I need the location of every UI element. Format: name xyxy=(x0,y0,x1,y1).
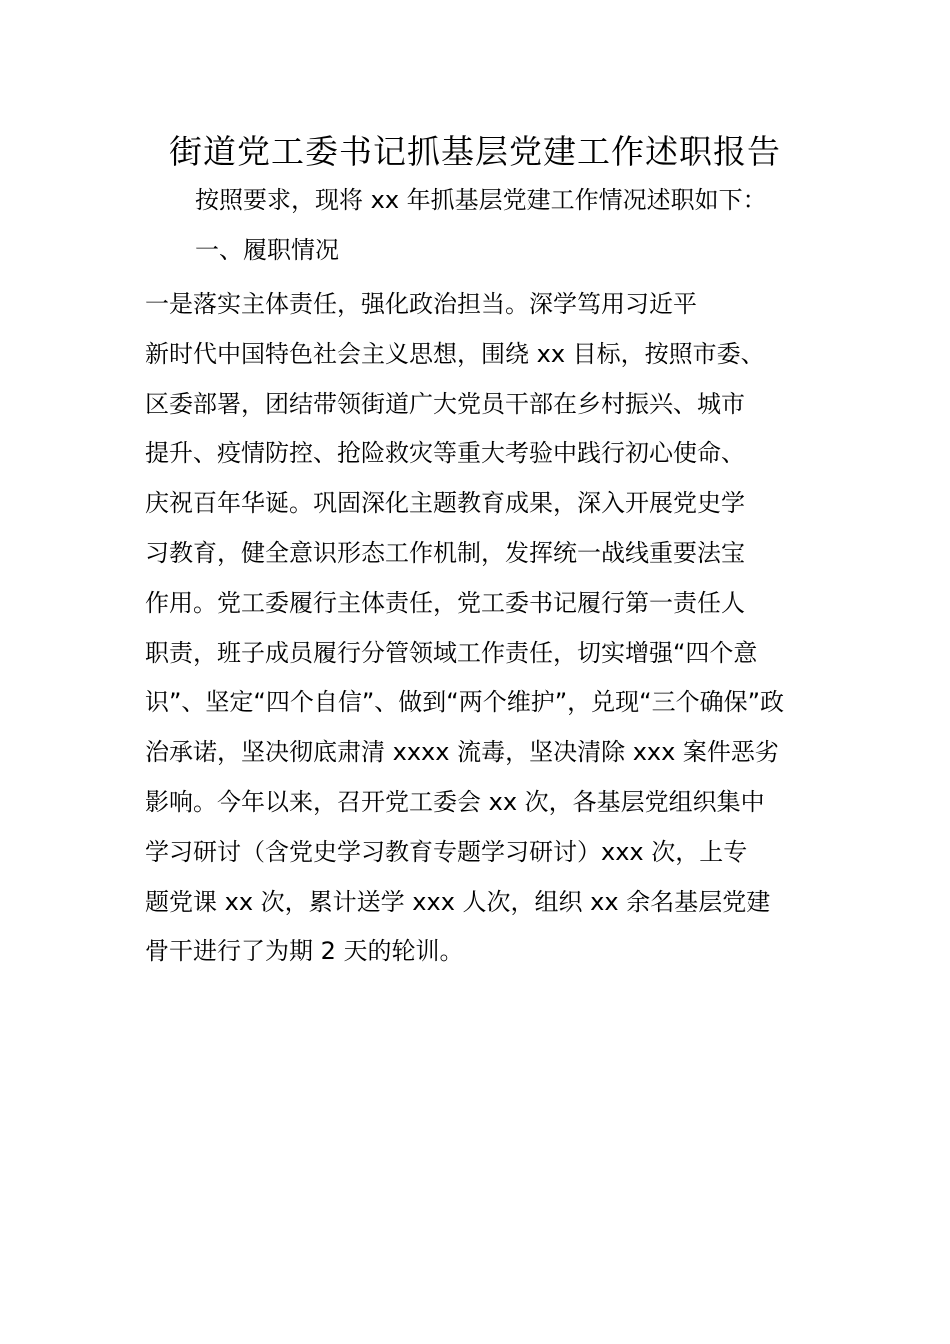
paragraph-line: 影响。今年以来，召开党工委会 xx 次，各基层党组织集中 xyxy=(145,787,765,816)
paragraph-line: 习教育，健全意识形态工作机制，发挥统一战线重要法宝 xyxy=(145,538,745,567)
paragraph-line: 题党课 xx 次，累计送学 xxx 人次，组织 xx 余名基层党建 xyxy=(145,887,771,916)
paragraph-line: 骨干进行了为期 2 天的轮训。 xyxy=(145,937,464,966)
body-paragraph xyxy=(145,280,810,977)
paragraph-line: 作用。党工委履行主体责任，党工委书记履行第一责任人 xyxy=(145,588,745,617)
intro-paragraph: 按照要求，现将 xx 年抓基层党建工作情况述职如下： xyxy=(195,186,767,214)
paragraph-line: 区委部署，团结带领街道广大党员干部在乡村振兴、城市 xyxy=(145,389,745,418)
paragraph-line: 一是落实主体责任，强化政治担当。深学笃用习近平 xyxy=(145,290,697,318)
paragraph-line: 提升、疫情防控、抢险救灾等重大考验中践行初心使命、 xyxy=(145,439,745,468)
paragraph-line: 识”、坚定“四个自信”、做到“两个维护”，兑现“三个确保”政 xyxy=(145,688,785,717)
paragraph-line: 治承诺，坚决彻底肃清 xxxx 流毒，坚决清除 xxx 案件恶劣 xyxy=(145,738,779,767)
paragraph-line: 学习研讨（含党史学习教育专题学习研讨）xxx 次，上专 xyxy=(145,837,748,866)
paragraph-line: 新时代中国特色社会主义思想，围绕 xx 目标，按照市委、 xyxy=(145,339,765,368)
paragraph-line: 庆祝百年华诞。巩固深化主题教育成果，深入开展党史学 xyxy=(145,489,745,518)
section-heading: 一、履职情况 xyxy=(195,236,339,264)
document-title: 街道党工委书记抓基层党建工作述职报告 xyxy=(169,132,781,171)
paragraph-line: 职责，班子成员履行分管领域工作责任，切实增强“四个意 xyxy=(145,638,758,667)
